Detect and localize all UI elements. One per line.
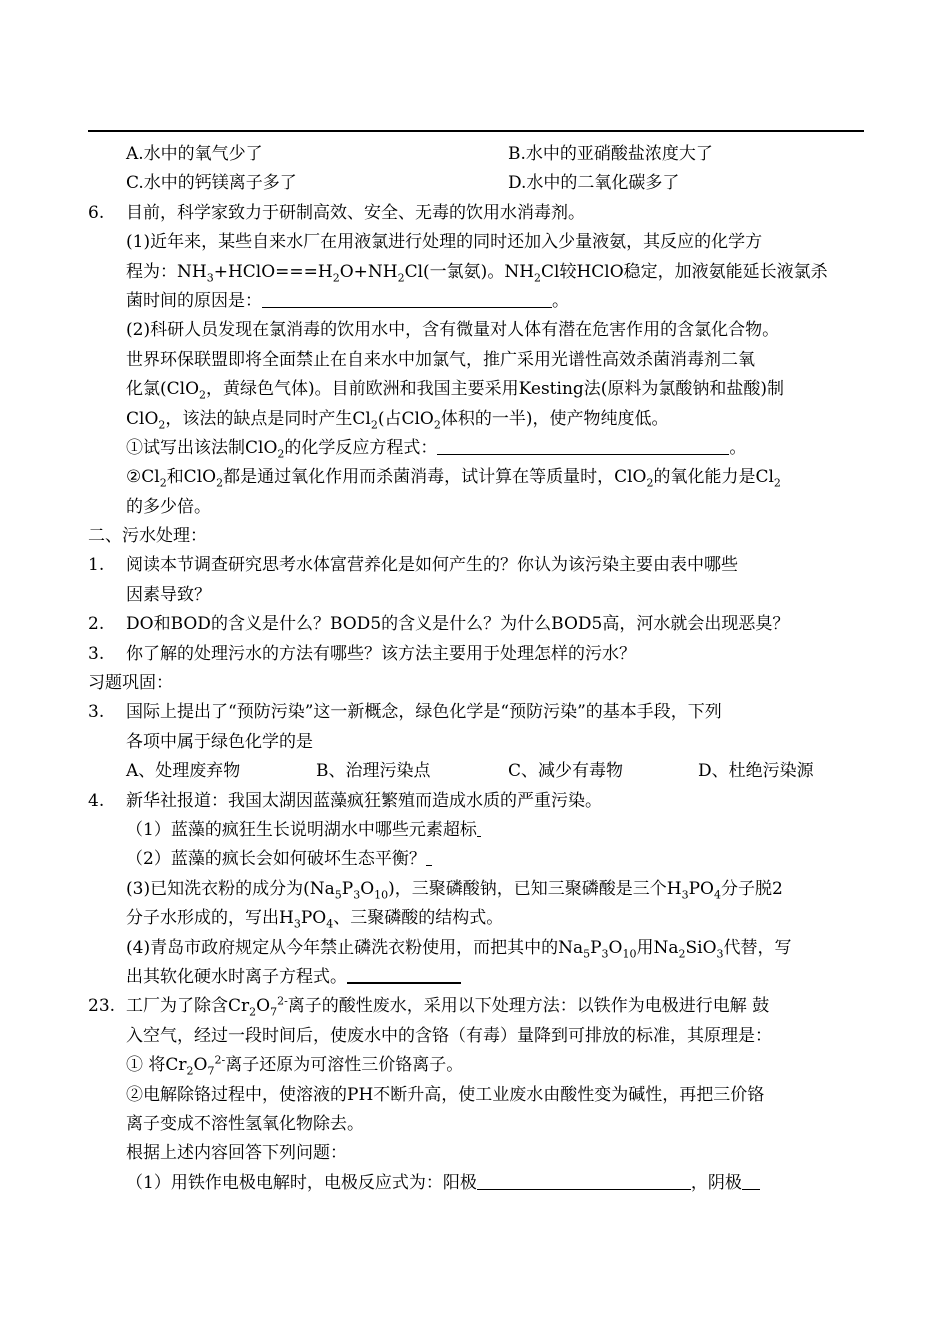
- q6-part1-line2: 程为：$NH_3+HClO===H_2O+NH_2Cl$(一氯氨)。$NH_2Cl$较HClO稳定，加液氨能延长液氯杀: [126, 261, 828, 284]
- question-number: 3.: [88, 702, 105, 723]
- question-number: 1.: [88, 555, 105, 576]
- section-heading: 二、污水处理：: [88, 526, 207, 547]
- q23-line1: 23. 工厂为了除含$Cr_2O_7^{2-}$离子的酸性废水，采用以下处理方法：以铁作为电极进行电解 鼓: [88, 992, 868, 1021]
- q23-line6: 根据上述内容回答下列问题：: [126, 1143, 347, 1164]
- q6-part1-line3: 菌时间的原因是： 。: [126, 290, 569, 311]
- q6-part2-line1: (2)科研人员发现在氯消毒的饮用水中，含有微量对人体有潜在危害作用的含氯化合物。: [126, 320, 780, 341]
- answer-blank[interactable]: [347, 964, 461, 984]
- cathode-answer-blank[interactable]: [742, 1171, 760, 1190]
- document-page: [88, 140, 868, 1198]
- exercise4-part1: （1）蓝藻的疯狂生长说明湖水中哪些元素超标: [88, 816, 868, 845]
- exercise4-part4-line1: (4)青岛市政府规定从今年禁止磷洗衣粉使用，而把其中的$Na_5P_3O_{10}$用$Na_2SiO_3$代替，写: [126, 937, 792, 960]
- answer-blank[interactable]: [426, 847, 432, 866]
- question-number: 3.: [88, 643, 105, 664]
- q23-line3: ① 将$Cr_2O_7^{2-}$离子还原为可溶性三价铬离子。: [126, 1053, 464, 1078]
- q6-part1-line1: (1)近年来，某些自来水厂在用液氯进行处理的同时还加入少量液氨，其反应的化学方: [126, 232, 763, 253]
- q6-stem: 6. 目前，科学家致力于研制高效、安全、无毒的饮用水消毒剂。: [88, 199, 868, 228]
- q23-line7: （1）用铁作电极电解时，电极反应式为：阳极 ，阴极: [88, 1169, 868, 1198]
- exercise4-part2: （2）蓝藻的疯长会如何破坏生态平衡？: [88, 845, 868, 874]
- section2-q1-line2: 因素导致？: [126, 584, 211, 605]
- q6-subquestion-2: $②Cl_2$和ClO$_2$都是通过氧化作用而杀菌消毒，试计算在等质量时，ClO$_2$的氧化能力是$Cl_2$: [126, 467, 781, 490]
- q5-option-a: A.水中的氧气少了: [126, 144, 263, 164]
- section2-q3: 3. 你了解的处理污水的方法有哪些？该方法主要用于处理怎样的污水？: [88, 640, 868, 669]
- question-number: 6.: [88, 202, 105, 223]
- q6-part2-line2: 世界环保联盟即将全面禁止在自来水中加氯气，推广采用光谱性高效杀菌消毒剂二氧: [126, 349, 755, 370]
- section2-q1-line1: 1. 阅读本节调查研究思考水体富营养化是如何产生的？你认为该污染主要由表中哪些: [88, 551, 868, 580]
- exercise3-line2: 各项中属于绿色化学的是: [126, 731, 313, 752]
- answer-blank[interactable]: [477, 818, 481, 837]
- q23-line5: 离子变成不溶性氢氧化物除去。: [126, 1113, 364, 1134]
- answer-blank[interactable]: [437, 436, 729, 455]
- exercise4-part3-line2: 分子水形成的，写出$H_3PO_4$、三聚磷酸的结构式。: [126, 908, 504, 931]
- q6-subquestion-1: ①试写出该法制ClO$_2$的化学反应方程式： 。: [126, 437, 747, 461]
- question-number: 4.: [88, 790, 105, 811]
- exercise4-part3-line1: (3)已知洗衣粉的成分为$(Na_5P_3O_{10})$，三聚磷酸钠，已知三聚磷酸是三个$H_3PO_4$分子脱2: [126, 878, 783, 902]
- q5-options-row-1: [88, 140, 868, 169]
- exercises-heading: 习题巩固：: [88, 673, 173, 694]
- q6-part2-line4: ClO$_2$，该法的缺点是同时产生$Cl_2$(占ClO$_2$体积的一半)，使产物纯度低。: [126, 408, 669, 431]
- section2-q2: 2. DO和BOD的含义是什么？BOD5的含义是什么？为什么BOD5高，河水就会出现恶臭？: [88, 610, 868, 639]
- question-number: 2.: [88, 614, 105, 635]
- q5-option-b: B.水中的亚硝酸盐浓度大了: [508, 144, 713, 164]
- q5-option-d: D.水中的二氧化碳多了: [508, 173, 680, 194]
- header-rule: [88, 130, 864, 132]
- q5-option-c: C.水中的钙镁离子多了: [126, 173, 297, 194]
- q6-part2-line3: 化氯(ClO$_2$，黄绿色气体)。目前欧洲和我国主要采用Kesting法(原料为氯酸钠和盐酸)制: [126, 379, 785, 402]
- answer-blank[interactable]: [262, 289, 552, 308]
- exercise3-option-a: A、处理废弃物: [126, 761, 241, 782]
- q23-line4: ②电解除铬过程中，使溶液的PH不断升高，使工业废水由酸性变为碱性，再把三价铬: [126, 1084, 765, 1105]
- exercise3-option-b: B、治理污染点: [316, 761, 431, 782]
- q6-subquestion-2-cont: 的多少倍。: [126, 496, 211, 517]
- question-number: 23.: [88, 996, 116, 1017]
- exercise3-line1: 3. 国际上提出了“预防污染”这一新概念，绿色化学是“预防污染”的基本手段，下列: [88, 698, 868, 727]
- exercise4-part4-line2: 出其软化硬水时离子方程式。: [88, 963, 868, 992]
- anode-answer-blank[interactable]: [477, 1171, 691, 1190]
- exercise4-stem: 4. 新华社报道：我国太湖因蓝藻疯狂繁殖而造成水质的严重污染。: [88, 787, 868, 816]
- q5-options-row-2: [88, 169, 868, 198]
- q23-line2: 入空气，经过一段时间后，使废水中的含铬（有毒）量降到可排放的标准，其原理是：: [126, 1025, 772, 1046]
- exercise3-option-d: D、杜绝污染源: [698, 761, 814, 782]
- exercise3-option-c: C、减少有毒物: [508, 761, 624, 782]
- exercise3-options: [88, 757, 868, 786]
